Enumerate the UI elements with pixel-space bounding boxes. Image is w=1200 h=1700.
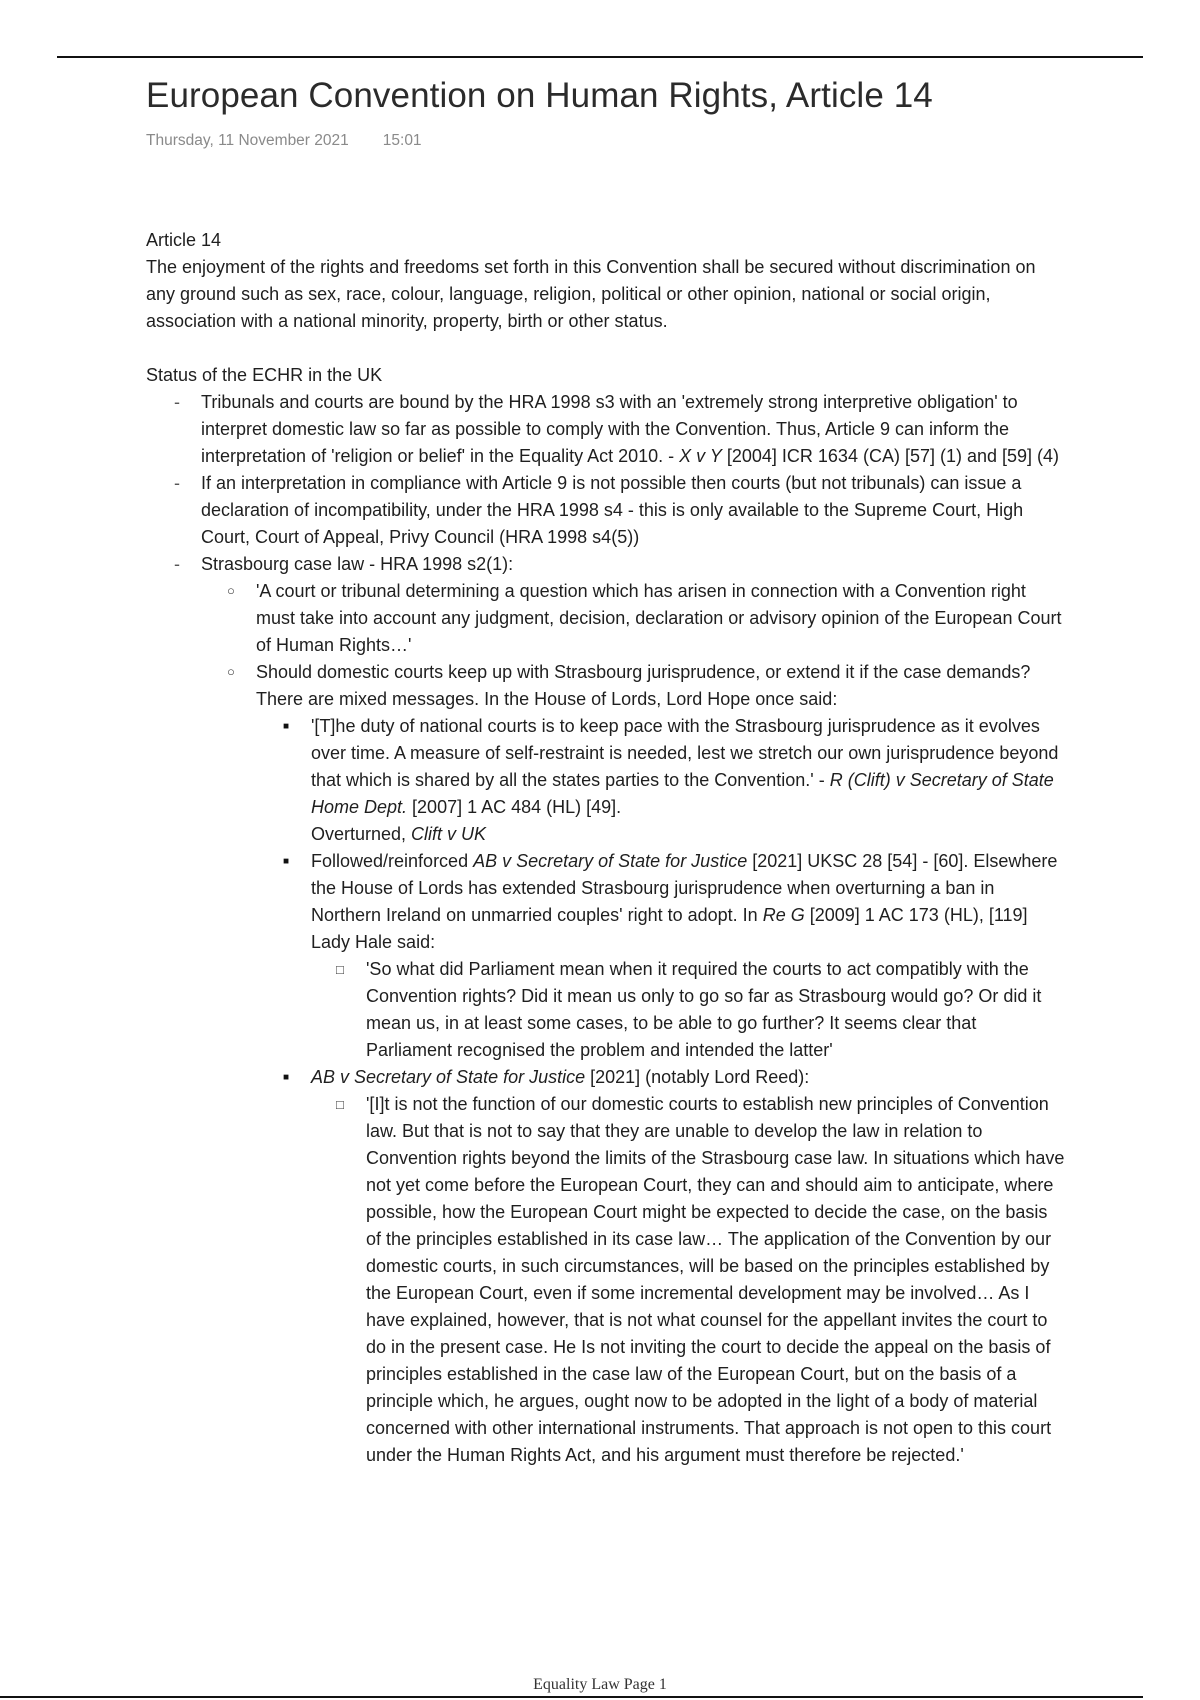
top-rule xyxy=(57,56,1143,58)
page-title: European Convention on Human Rights, Article 14 xyxy=(146,76,933,115)
article-heading: Article 14 xyxy=(146,230,222,250)
case-name: AB v Secretary of State for Justice xyxy=(311,1067,586,1087)
page-footer: Equality Law Page 1 xyxy=(533,1676,667,1693)
page-meta xyxy=(146,132,422,150)
list-item: ■ Followed/reinforced AB v Secretary of State for Justice [2021] UKSC 28 [54] - [60]. Elsewhere the House of Lords has extended Strasbourg jurisprudence when overturning a ban in Northern Ireland on unmarried couples' right to adopt. In Re G [2009] 1 AC 173 (HL), [119] Lady Hale said: □ 'So what did Parliament mean when it required the courts to act compatibly with the Convention rights? Did it mean us only to go so far as Strasbourg would go? Or did it mean us, in at least some cases, to be able to go further? It seems clear that Parliament recognised the problem and intended the latter' xyxy=(256,848,1066,1064)
list-item: - Strasbourg case law - HRA 1998 s2(1): ○ 'A court or tribunal determining a question which has arisen in connection with a Convention right must take into account any judgment, decision, declaration or advisory opinion of the European Court of Human Rights…' ○ Should domestic courts keep up with Strasbourg jurisprudence, or extend it if the case demands? There are mixed messages. In the House of Lords, Lord Hope once said: ■ '[T]he duty of national courts is to keep pace with the Strasbourg jurisprudence as it evolves over time. A measure of self-restraint is needed, lest we stretch our own jurisprudence beyond that which is shared by all the states parties to the Convention.' - R (Clift) v Secretary of State Home Dept. [2007] 1 AC 484 (HL) [49]. Overturned, Clift v UK ■ Followed/reinforced AB v Secretary of State for Justice [2021] UKSC 28 [54] - [60]. Elsewhere the House of Lords has extended Strasbourg jurisprudence when overturning a ban in Northern Ireland on unmarried couples' right to adopt. In Re G [2009] 1 AC 173 (HL), [119] Lady Hale said: □ 'So what did Parliament mean when it required the courts to act compatibly with the Convention rights? Did it mean us only to go so far as Strasbourg would go? Or did it mean us, in at least some cases, to be able to go further? It seems clear that Parliament recognised the problem and intended the latter' ■ AB v Secretary of State for Justice [2021] (notably Lord Reed): □ '[I]t is not the function of our domestic courts to establish new principles of Convention law. But that is not to say that they are unable to develop the law in relation to Convention rights beyond the limits of the Strasbourg case law. In situations which have not yet come before the European Court, they can and should aim to anticipate, where possible, how the European Court might be expected to decide the case, on the basis of the principles established in its case law… The application of the Convention by our domestic courts, in such circumstances, will be based on the principles established by the European Court, even if some incremental development may be involved… As I have explained, however, that is not what counsel for the appellant invites the court to do in the present case. He Is not inviting the court to decide the appeal on the basis of principles established in the case law of the European Court, but on the basis of a principle which, he argues, ought now to be adopted in the light of a body of material concerned with other international instruments. That approach is not open to this court under the Human Rights Act, and his argument must therefore be rejected.' xyxy=(146,551,1066,1469)
list-item: □ 'So what did Parliament mean when it required the courts to act compatibly with the Convention rights? Did it mean us only to go so far as Strasbourg would go? Or did it mean us, in at least some cases, to be able to go further? It seems clear that Parliament recognised the problem and intended the latter' xyxy=(311,956,1066,1064)
list-item: □ '[I]t is not the function of our domestic courts to establish new principles of Convention law. But that is not to say that they are unable to develop the law in relation to Convention rights beyond the limits of the Strasbourg case law. In situations which have not yet come before the European Court, they can and should aim to anticipate, where possible, how the European Court might be expected to decide the case, on the basis of the principles established in its case law… The application of the Convention by our domestic courts, in such circumstances, will be based on the principles established by the European Court, even if some incremental development may be involved… As I have explained, however, that is not what counsel for the appellant invites the court to do in the present case. He Is not inviting the court to decide the appeal on the basis of principles established in the case law of the European Court, but on the basis of a principle which, he argues, ought now to be adopted in the light of a body of material concerned with other international instruments. That approach is not open to this court under the Human Rights Act, and his argument must therefore be rejected.' xyxy=(311,1091,1066,1469)
strasbourg-list xyxy=(201,578,1066,1469)
bottom-rule xyxy=(0,1696,1143,1698)
page-time: 15:01 xyxy=(382,132,422,149)
case-name: Re G xyxy=(762,905,805,925)
case-name: R (Clift) v Secretary of State Home Dept. xyxy=(311,770,1054,817)
article-text: The enjoyment of the rights and freedoms set forth in this Convention shall be secured without discrimination on any ground such as sex, race, colour, language, religion, political or other opinion, national or social origin, association with a national minority, property, birth or other status. xyxy=(146,257,1036,331)
page-body xyxy=(146,227,1066,1469)
reed-quote-list xyxy=(311,1091,1066,1469)
case-name: Clift v UK xyxy=(411,824,487,844)
case-name: X v Y xyxy=(679,446,722,466)
status-heading: Status of the ECHR in the UK xyxy=(146,365,383,385)
list-item: ■ AB v Secretary of State for Justice [2021] (notably Lord Reed): □ '[I]t is not the function of our domestic courts to establish new principles of Convention law. But that is not to say that they are unable to develop the law in relation to Convention rights beyond the limits of the Strasbourg case law. In situations which have not yet come before the European Court, they can and should aim to anticipate, where possible, how the European Court might be expected to decide the case, on the basis of the principles established in its case law… The application of the Convention by our domestic courts, in such circumstances, will be based on the principles established by the European Court, even if some incremental development may be involved… As I have explained, however, that is not what counsel for the appellant invites the court to do in the present case. He Is not inviting the court to decide the appeal on the basis of principles established in the case law of the European Court, but on the basis of a principle which, he argues, ought now to be adopted in the light of a body of material concerned with other international instruments. That approach is not open to this court under the Human Rights Act, and his argument must therefore be rejected.' xyxy=(256,1064,1066,1469)
page-date: Thursday, 11 November 2021 xyxy=(146,132,349,149)
status-list xyxy=(146,389,1066,1469)
list-item: ○ Should domestic courts keep up with Strasbourg jurisprudence, or extend it if the case demands? There are mixed messages. In the House of Lords, Lord Hope once said: ■ '[T]he duty of national courts is to keep pace with the Strasbourg jurisprudence as it evolves over time. A measure of self-restraint is needed, lest we stretch our own jurisprudence beyond that which is shared by all the states parties to the Convention.' - R (Clift) v Secretary of State Home Dept. [2007] 1 AC 484 (HL) [49]. Overturned, Clift v UK ■ Followed/reinforced AB v Secretary of State for Justice [2021] UKSC 28 [54] - [60]. Elsewhere the House of Lords has extended Strasbourg jurisprudence when overturning a ban in Northern Ireland on unmarried couples' right to adopt. In Re G [2009] 1 AC 173 (HL), [119] Lady Hale said: □ 'So what did Parliament mean when it required the courts to act compatibly with the Convention rights? Did it mean us only to go so far as Strasbourg would go? Or did it mean us, in at least some cases, to be able to go further? It seems clear that Parliament recognised the problem and intended the latter' ■ AB v Secretary of State for Justice [2021] (notably Lord Reed): □ '[I]t is not the function of our domestic courts to establish new principles of Convention law. But that is not to say that they are unable to develop the law in relation to Convention rights beyond the limits of the Strasbourg case law. In situations which have not yet come before the European Court, they can and should aim to anticipate, where possible, how the European Court might be expected to decide the case, on the basis of the principles established in its case law… The application of the Convention by our domestic courts, in such circumstances, will be based on the principles established by the European Court, even if some incremental development may be involved… As I have explained, however, that is not what counsel for the appellant invites the court to do in the present case. He Is not inviting the court to decide the appeal on the basis of principles established in the case law of the European Court, but on the basis of a principle which, he argues, ought now to be adopted in the light of a body of material concerned with other international instruments. That approach is not open to this court under the Human Rights Act, and his argument must therefore be rejected.' xyxy=(201,659,1066,1469)
list-item: ○ 'A court or tribunal determining a question which has arisen in connection with a Convention right must take into account any judgment, decision, declaration or advisory opinion of the European Court of Human Rights…' xyxy=(201,578,1066,659)
case-name: AB v Secretary of State for Justice xyxy=(473,851,748,871)
list-item: - Tribunals and courts are bound by the HRA 1998 s3 with an 'extremely strong interpretive obligation' to interpret domestic law so far as possible to comply with the Convention. Thus, Article 9 can inform the interpretation of 'religion or belief' in the Equality Act 2010. - X v Y [2004] ICR 1634 (CA) [57] (1) and [59] (4) xyxy=(146,389,1066,470)
list-item: ■ '[T]he duty of national courts is to keep pace with the Strasbourg jurisprudence as it evolves over time. A measure of self-restraint is needed, lest we stretch our own jurisprudence beyond that which is shared by all the states parties to the Convention.' - R (Clift) v Secretary of State Home Dept. [2007] 1 AC 484 (HL) [49]. Overturned, Clift v UK xyxy=(256,713,1066,848)
quotes-list xyxy=(256,713,1066,1469)
hale-quote-list xyxy=(311,956,1066,1064)
list-item: - If an interpretation in compliance with Article 9 is not possible then courts (but not tribunals) can issue a declaration of incompatibility, under the HRA 1998 s4 - this is only available to the Supreme Court, High Court, Court of Appeal, Privy Council (HRA 1998 s4(5)) xyxy=(146,470,1066,551)
